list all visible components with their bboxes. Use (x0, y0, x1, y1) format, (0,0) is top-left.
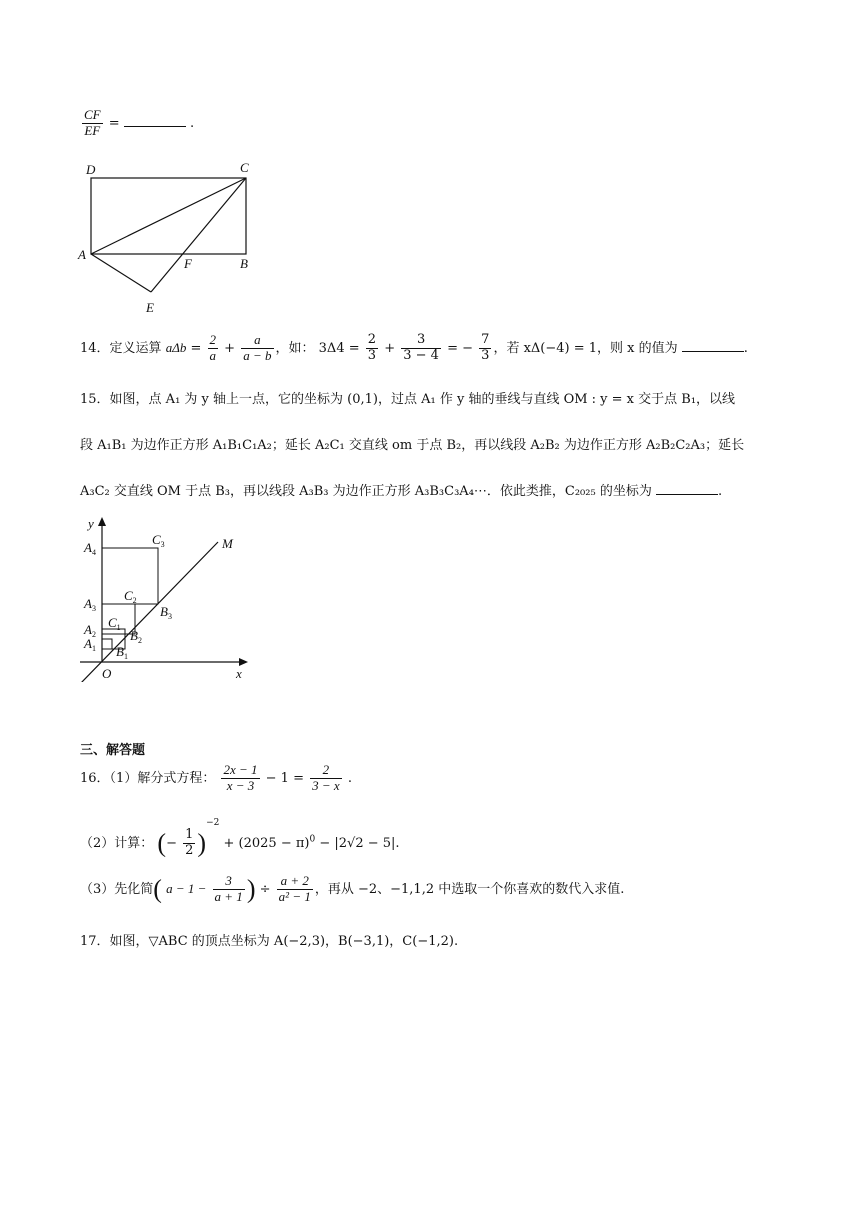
question-14 (80, 333, 748, 364)
answer-blank[interactable] (124, 114, 186, 127)
label-f: F (184, 256, 192, 271)
label-d: D (86, 162, 96, 177)
divide-sign: ÷ (259, 881, 271, 897)
q16-p1-prefix: 16．（1）解分式方程： (80, 770, 216, 786)
fraction-3-over-3-minus-4 (401, 333, 441, 364)
diagonal-ac (91, 178, 246, 254)
example-intro: ，如： (275, 340, 315, 356)
q16-p2-rest: + (2025 − π) (223, 836, 310, 851)
label-b1: $B_1$ (116, 644, 128, 661)
example-lhs: 3Δ4 (318, 340, 345, 356)
label-m: M (222, 536, 233, 551)
fraction-denominator: a + 1 (214, 888, 243, 904)
fraction-3-over-a-plus-1 (213, 874, 245, 905)
fraction-1-over-2 (183, 828, 195, 859)
fraction-numerator: 2 (367, 332, 377, 347)
period: . (347, 770, 352, 786)
fraction-denominator: 3 − x (312, 777, 340, 793)
q15-line3-text: A₃C₂ 交直线 OM 于点 B₃，再以线段 A₃B₃ 为边作正方形 A₃B₃C₃A₄⋯．依此类推，C₂₀₂₅ 的坐标为 (80, 484, 652, 499)
label-a1: $A_1$ (84, 636, 96, 653)
question-15-line-2: 段 A₁B₁ 为边作正方形 A₁B₁C₁A₂；延长 A₂C₁ 交直线 om 于点 B₂，再以线段 A₂B₂ 为边作正方形 A₂B₂C₂A₃；延长 (80, 438, 745, 453)
close-paren: ) (197, 828, 207, 858)
label-a2: $A_2$ (84, 622, 96, 639)
fraction-denominator: 2 (185, 843, 194, 858)
question-16-part-3 (80, 874, 624, 905)
label-a3: $A_3$ (84, 596, 96, 613)
label-b2: $B_2$ (130, 628, 142, 645)
fraction-numerator: 3 (401, 333, 441, 349)
close-paren: ) (246, 874, 256, 904)
figure-rectangle-fold (72, 160, 272, 320)
answer-blank[interactable] (656, 482, 718, 495)
plus-sign: + (384, 340, 396, 356)
question-16-part-1 (80, 763, 352, 794)
exponent-zero: 0 (309, 834, 316, 845)
label-y: y (88, 516, 94, 531)
question-16-part-2 (80, 818, 400, 859)
label-b3: $B_3$ (160, 604, 172, 621)
open-paren: ( (153, 874, 162, 904)
q16-p3-a: a − 1 − (166, 880, 207, 896)
fraction-numerator: 1 (185, 827, 194, 843)
fraction-numerator: 2x − 1 (223, 762, 258, 777)
section-title: 三、解答题 (80, 743, 146, 758)
minus-sign: − (166, 836, 177, 851)
fraction-denominator: a² − 1 (278, 888, 311, 904)
question-17: 17．如图，▽ABC 的顶点坐标为 A(−2,3)，B(−3,1)，C(−1,2). (80, 934, 459, 949)
line-om (80, 542, 218, 682)
label-c3: $C_3$ (152, 532, 165, 549)
label-c1: $C_1$ (108, 615, 121, 632)
equals-sign: = (108, 115, 120, 131)
label-a: A (78, 247, 86, 262)
q14-intro: 定义运算 (109, 340, 162, 356)
period: . (743, 340, 748, 356)
fraction-2-over-a (208, 333, 219, 364)
fraction-denominator: a (209, 347, 217, 363)
period: . (717, 484, 723, 499)
fraction-2-over-3-x (310, 763, 342, 794)
def-lhs: aΔb (165, 339, 187, 355)
equals-sign: = (348, 340, 360, 356)
fraction-denominator: 3 (367, 347, 377, 363)
square-1 (102, 639, 112, 649)
y-axis-arrow-icon (98, 517, 106, 526)
segment-ae (91, 254, 151, 292)
label-x: x (236, 666, 242, 681)
q13-answer-line (80, 108, 194, 139)
fraction-7-over-3 (479, 333, 491, 364)
label-a4: $A_4$ (84, 540, 96, 557)
open-paren: ( (157, 828, 167, 858)
figure-squares-on-line (72, 512, 262, 682)
minus-one-equals: − 1 = (265, 770, 304, 786)
exponent: −2 (206, 818, 220, 828)
q16-p3-suffix: ，再从 −2、−1,1,2 中选取一个你喜欢的数代入求值. (314, 881, 625, 897)
label-o: O (102, 666, 112, 681)
fraction-denominator: 3 (481, 347, 490, 363)
fraction-2-over-3 (366, 333, 378, 364)
label-b: B (240, 256, 248, 271)
equals-sign: = (190, 340, 202, 356)
q16-p2-abs: − |2√2 − 5|. (319, 836, 400, 851)
fraction-denominator: x − 3 (226, 777, 255, 793)
fraction-numerator: a (241, 333, 273, 349)
q14-condition: ，若 xΔ(−4) = 1，则 x 的值为 (493, 340, 678, 356)
fraction-numerator: 7 (481, 332, 490, 347)
fraction-numerator: a + 2 (277, 874, 313, 890)
q16-p3-prefix: （3）先化简 (80, 881, 154, 897)
label-c: C (240, 160, 249, 175)
fraction-numerator: 3 (213, 874, 245, 890)
answer-blank[interactable] (682, 339, 744, 352)
fraction-numerator: CF (84, 107, 101, 122)
period: . (189, 115, 195, 131)
fraction-a-plus-2-over-a2-1 (277, 874, 313, 905)
fraction-numerator: 2 (310, 763, 342, 779)
fraction-2x-1-over-x-3 (221, 763, 259, 794)
fraction-a-over-a-minus-b (241, 333, 273, 364)
question-15-line-3 (80, 480, 722, 499)
fraction-denominator: EF (84, 122, 101, 138)
label-c2: $C_2$ (124, 588, 137, 605)
q16-p2-prefix: （2）计算： (80, 836, 154, 851)
fraction-denominator: a − b (243, 347, 272, 363)
fraction-cf-ef (82, 108, 103, 139)
question-number: 14． (80, 340, 110, 356)
question-15-line-1: 15．如图，点 A₁ 为 y 轴上一点，它的坐标为 (0,1)，过点 A₁ 作 y 轴的垂线与直线 OM : y = x 交于点 B₁，以线 (80, 392, 736, 407)
fraction-numerator: 2 (209, 332, 217, 347)
fraction-denominator: 3 − 4 (403, 347, 439, 363)
segment-ec (151, 178, 246, 292)
label-e: E (146, 300, 154, 315)
plus-sign: + (224, 340, 236, 356)
x-axis-arrow-icon (239, 658, 248, 666)
equals-negative: = − (447, 340, 474, 356)
